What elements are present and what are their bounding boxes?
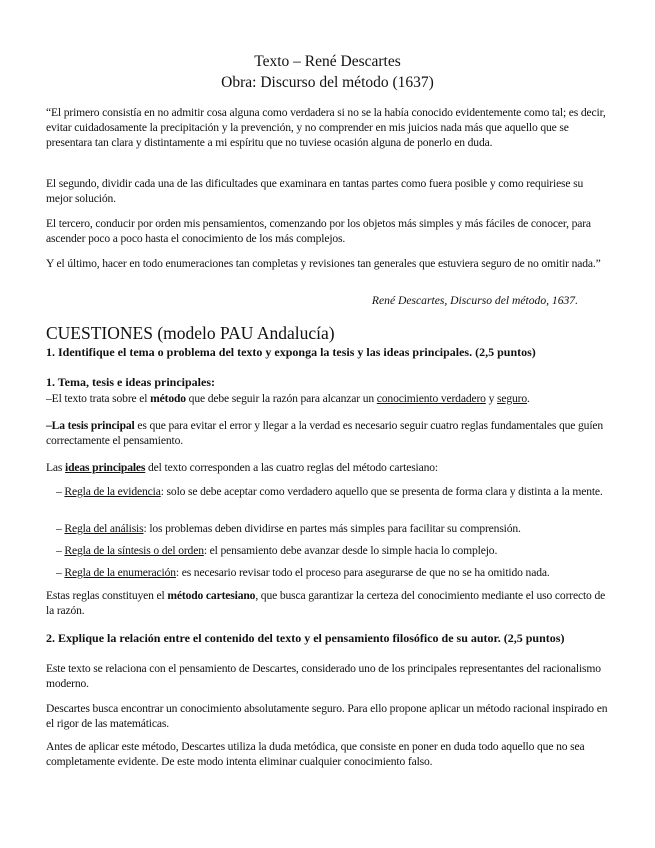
q2-paragraph-2: Descartes busca encontrar un conocimiento absolutamente seguro. Para ello propone aplicar un método racional inspirado en el rigor de las matemáticas. <box>46 702 608 730</box>
quote-paragraph-1: “El primero consistía en no admitir cosa alguna como verdadera si no se la había conocido evidentemente como tal; es decir, evitar cuidadosamente la precipitación y la prevención, y no comprender en mis juicios nada más que aquello que se presentara tan clara y distintamente a mi espíritu que no tuviese ocasión alguna de ponerlo en duda. <box>46 106 606 149</box>
quote-paragraph-4: Y el último, hacer en todo enumeraciones tan completas y revisiones tan generales que estuviera seguro de no omitir nada.” <box>46 257 601 270</box>
tema-line: –El texto trata sobre el método que debe seguir la razón para alcanzar un conocimiento verdadero y seguro. <box>46 392 530 405</box>
question-1: 1. Identifique el tema o problema del texto y exponga la tesis y las ideas principales. (2,5 puntos) <box>46 345 536 359</box>
work-title: Obra: Discurso del método (1637) <box>221 74 434 91</box>
quote-paragraph-3: El tercero, conducir por orden mis pensamientos, comenzando por los objetos más simples y más fáciles de conocer, para ascender poco a poco hasta el conocimiento de los más complejos. <box>46 217 591 245</box>
quote-attribution: René Descartes, Discurso del método, 1637. <box>371 294 578 307</box>
document-title: Texto – René Descartes <box>254 53 401 70</box>
quote-paragraph-2: El segundo, dividir cada una de las dificultades que examinara en tantas partes como fuera posible y como requiriese su mejor solución. <box>46 177 584 205</box>
ideas-intro: Las ideas principales del texto corresponden a las cuatro reglas del método cartesiano: <box>46 461 438 474</box>
rules-conclusion: Estas reglas constituyen el método cartesiano, que busca garantizar la certeza del conocimiento mediante el uso correcto de la razón. <box>46 589 606 617</box>
q1-subheading: 1. Tema, tesis e ideas principales: <box>46 375 216 389</box>
cuestiones-heading: CUESTIONES (modelo PAU Andalucía) <box>46 323 335 343</box>
rule-analisis: – Regla del análisis: los problemas deben dividirse en partes más simples para facilitar su comprensión. <box>56 522 521 535</box>
q2-paragraph-3: Antes de aplicar este método, Descartes utiliza la duda metódica, que consiste en poner en duda todo aquello que no sea completamente evidente. De este modo intenta eliminar cualquier conocimiento falso. <box>46 740 585 768</box>
tesis-paragraph: –La tesis principal es que para evitar el error y llegar a la verdad es necesario seguir cuatro reglas fundamentales que guíen correctamente el pensamiento. <box>46 419 604 447</box>
rule-sintesis: – Regla de la síntesis o del orden: el pensamiento debe avanzar desde lo simple hacia lo complejo. <box>56 544 498 557</box>
rule-enumeracion: – Regla de la enumeración: es necesario revisar todo el proceso para asegurarse de que no se ha omitido nada. <box>56 566 550 579</box>
question-2: 2. Explique la relación entre el contenido del texto y el pensamiento filosófico de su autor. (2,5 puntos) <box>46 631 565 645</box>
q2-paragraph-1: Este texto se relaciona con el pensamiento de Descartes, considerado uno de los principales representantes del racionalismo moderno. <box>46 662 601 690</box>
rule-evidencia: – Regla de la evidencia: solo se debe aceptar como verdadero aquello que se presenta de forma clara y distinta a la mente. <box>56 485 603 498</box>
